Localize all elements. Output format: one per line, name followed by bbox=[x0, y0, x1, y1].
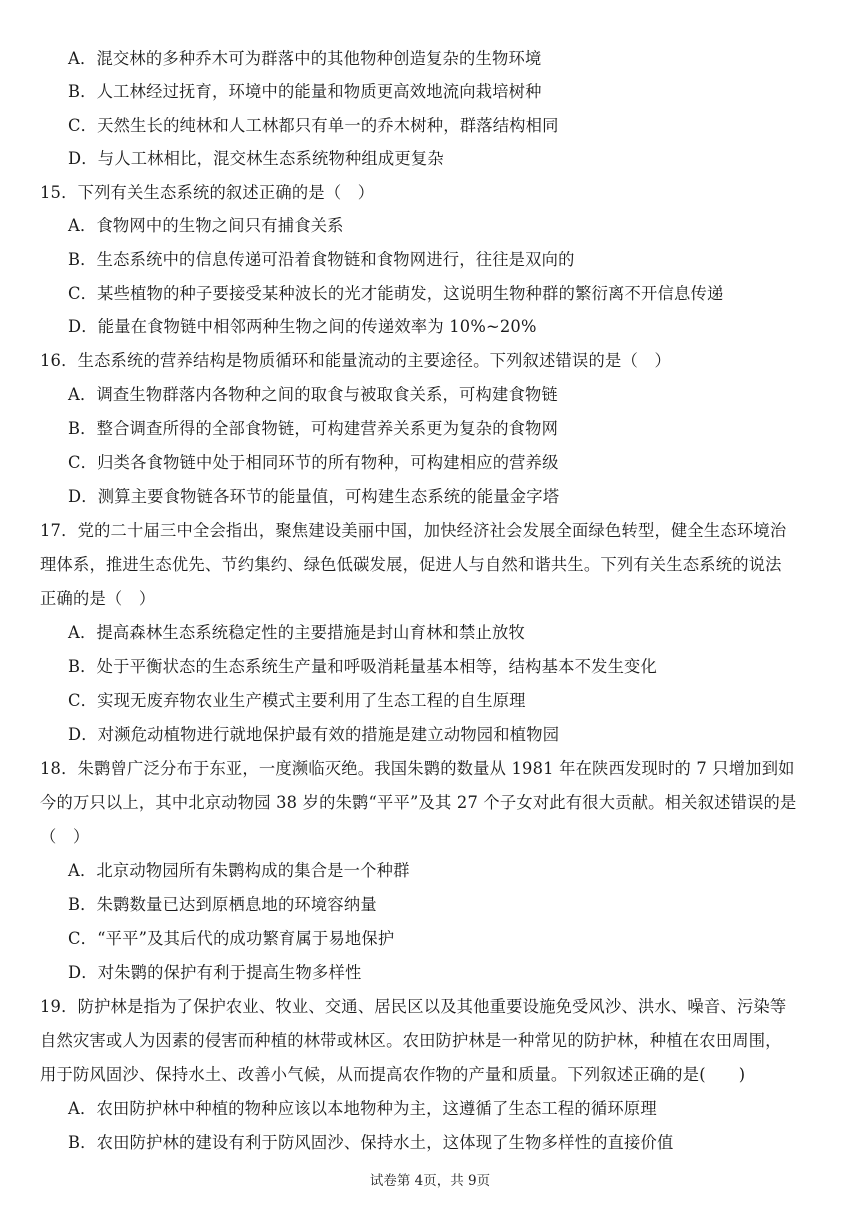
q17-stem-line-2: 理体系，推进生态优先、节约集约、绿色低碳发展，促进人与自然和谐共生。下列有关生态系统的说法 bbox=[40, 555, 782, 574]
q14-option-b: B．人工林经过抚育，环境中的能量和物质更高效地流向栽培树种 bbox=[68, 82, 542, 101]
q18-option-c: C．“平平”及其后代的成功繁育属于易地保护 bbox=[68, 929, 395, 948]
q14-option-a: A．混交林的多种乔木可为群落中的其他物种创造复杂的生物环境 bbox=[68, 49, 542, 68]
q19-option-b: B．农田防护林的建设有利于防风固沙、保持水土，这体现了生物多样性的直接价值 bbox=[68, 1133, 674, 1152]
q19-stem-line-3: 用于防风固沙、保持水土、改善小气候，从而提高农作物的产量和质量。下列叙述正确的是( ) bbox=[40, 1065, 746, 1084]
q15-option-c: C．某些植物的种子要接受某种波长的光才能萌发，这说明生物种群的繁衍离不开信息传递 bbox=[68, 284, 724, 303]
q17-option-b: B．处于平衡状态的生态系统生产量和呼吸消耗量基本相等，结构基本不发生变化 bbox=[68, 657, 658, 676]
q18-option-d: D．对朱鹮的保护有利于提高生物多样性 bbox=[68, 963, 362, 982]
q15-option-d: D．能量在食物链中相邻两种生物之间的传递效率为 10%~20% bbox=[68, 317, 537, 336]
q16-option-b: B．整合调查所得的全部食物链，可构建营养关系更为复杂的食物网 bbox=[68, 419, 559, 438]
q19-option-a: A．农田防护林中种植的物种应该以本地物种为主，这遵循了生态工程的循环原理 bbox=[68, 1099, 657, 1118]
q19-stem-line-2: 自然灾害或人为因素的侵害而种植的林带或林区。农田防护林是一种常见的防护林，种植在农田周围， bbox=[40, 1031, 782, 1050]
q18-stem-line-1: 18．朱鹮曾广泛分布于东亚，一度濒临灭绝。我国朱鹮的数量从 1981 年在陕西发现时的 7 只增加到如 bbox=[40, 759, 795, 778]
q14-option-c: C．天然生长的纯林和人工林都只有单一的乔木树种，群落结构相同 bbox=[68, 116, 559, 135]
q16-stem: 16．生态系统的营养结构是物质循环和能量流动的主要途径。下列叙述错误的是（ ） bbox=[40, 351, 671, 370]
q17-option-a: A．提高森林生态系统稳定性的主要措施是封山育林和禁止放牧 bbox=[68, 623, 525, 642]
q18-stem-line-2: 今的万只以上，其中北京动物园 38 岁的朱鹮“平平”及其 27 个子女对此有很大贡献。相关叙述错误的是 bbox=[40, 793, 797, 812]
q17-option-d: D．对濒危动植物进行就地保护最有效的措施是建立动物园和植物园 bbox=[68, 725, 560, 744]
q18-option-a: A．北京动物园所有朱鹮构成的集合是一个种群 bbox=[68, 861, 410, 880]
q15-option-a: A．食物网中的生物之间只有捕食关系 bbox=[68, 216, 344, 235]
q17-stem-line-3: 正确的是（ ） bbox=[40, 589, 156, 608]
q17-stem-line-1: 17．党的二十届三中全会指出，聚焦建设美丽中国，加快经济社会发展全面绿色转型，健全生态环境治 bbox=[40, 521, 787, 540]
q14-option-d: D．与人工林相比，混交林生态系统物种组成更复杂 bbox=[68, 149, 444, 168]
q17-option-c: C．实现无废弃物农业生产模式主要利用了生态工程的自生原理 bbox=[68, 691, 526, 710]
q16-option-a: A．调查生物群落内各物种之间的取食与被取食关系，可构建食物链 bbox=[68, 385, 558, 404]
q19-stem-line-1: 19．防护林是指为了保护农业、牧业、交通、居民区以及其他重要设施免受风沙、洪水、噪音、污染等 bbox=[40, 997, 787, 1016]
q16-option-c: C．归类各食物链中处于相同环节的所有物种，可构建相应的营养级 bbox=[68, 453, 559, 472]
q15-option-b: B．生态系统中的信息传递可沿着食物链和食物网进行，往往是双向的 bbox=[68, 250, 575, 269]
q18-option-b: B．朱鹮数量已达到原栖息地的环境容纳量 bbox=[68, 895, 377, 914]
page-footer: 试卷第 4页，共 9页 bbox=[369, 1173, 491, 1189]
q16-option-d: D．测算主要食物链各环节的能量值，可构建生态系统的能量金字塔 bbox=[68, 487, 560, 506]
q18-stem-line-3: （ ） bbox=[40, 827, 90, 846]
q15-stem: 15．下列有关生态系统的叙述正确的是（ ） bbox=[40, 183, 375, 202]
